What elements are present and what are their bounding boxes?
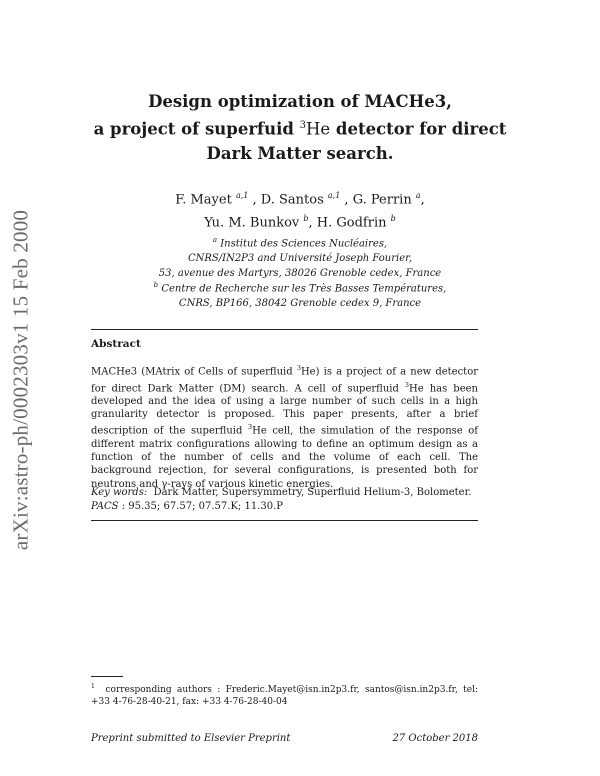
title-line-1: Design optimization of MACHe3, — [148, 92, 452, 111]
title-line-2 — [60, 114, 540, 142]
footnote-marker: 1 — [91, 683, 95, 690]
title-line-3: Dark Matter search. — [206, 143, 394, 163]
pacs-line — [91, 500, 478, 514]
abstract-text-2: He) is a project of a new detector for direct Dark Matter (DM) search. A cell of superfluid — [91, 366, 479, 394]
abstract-text-4: He cell, the simulation of the response of different matrix configurations allowing to define an optimum design as a function of the number of cells and the volume of each cell. The background rejection, for several configurations, is presented both for neutrons and γ-rays of various kinetic energies. — [91, 425, 478, 490]
author-affil-sup: b — [390, 214, 396, 224]
abstract-top-rule — [91, 329, 478, 330]
footer-date: 27 October 2018 — [392, 733, 478, 744]
author-name: G. Perrin — [352, 192, 412, 208]
arxiv-identifier — [6, 200, 36, 560]
affiliation-b-text-1: Centre de Recherche sur les Très Basses Températures, — [161, 283, 447, 295]
arxiv-identifier-text: arXiv:astro-ph/0002303v1 15 Feb 2000 — [8, 209, 33, 551]
author-name: F. Mayet — [175, 192, 232, 208]
author-line-1: F. Mayet $^{a,1}$ , D. Santos $^{a,1}$ , G. Perrin $^a$, — [175, 191, 425, 208]
affiliation-b-line-2: CNRS, BP166, 38042 Grenoble cedex 9, France — [178, 298, 422, 310]
author-list — [60, 186, 540, 233]
abstract-sup-2: 3 — [404, 380, 410, 389]
abstract-sup-1: 3 — [296, 364, 301, 372]
affiliation-a — [100, 233, 500, 281]
keywords-text: Dark Matter, Supersymmetry, Superfluid Helium-3, Bolometer. — [153, 487, 472, 498]
author-affil-sup: a — [415, 191, 421, 200]
footnote-text: corresponding authors : Frederic.Mayet@isn.in2p3.fr, santos@isn.in2p3.fr, tel: +33 4-76-28-40-21, fax: +33 4-76-28-40-04 — [91, 685, 478, 707]
title-helium: He — [306, 119, 331, 139]
author-name: D. Santos — [260, 192, 324, 208]
affiliation-b — [100, 278, 500, 311]
abstract-bottom-rule — [91, 520, 478, 521]
page-footer — [91, 733, 478, 744]
footer-preprint: Preprint submitted to Elsevier Preprint — [91, 733, 291, 744]
abstract-text-3: He has been developed and the idea of using a large number of such cells in a high granularity detector is proposed. This paper presents, after a brief description of the superfluid — [91, 382, 478, 437]
paper-title — [60, 90, 540, 166]
author-affil-sup: b — [303, 214, 309, 224]
author-line-2: Yu. M. Bunkov $^b$, H. Godfrin $^b$ — [204, 214, 396, 231]
author-affil-sup: a,1 — [327, 191, 341, 200]
affiliation-a-text-1: Institut des Sciences Nucléaires, — [220, 238, 388, 250]
pacs-label: PACS — [91, 501, 119, 512]
pacs-text: : 95.35; 67.57; 07.57.K; 11.30.P — [121, 501, 283, 512]
keywords-line — [91, 486, 478, 500]
abstract-text-1: MACHe3 (MAtrix of Cells of superfluid — [91, 366, 297, 378]
keywords-block — [91, 486, 478, 514]
author-name: H. Godfrin — [316, 215, 387, 231]
author-affil-sup: a,1 — [235, 191, 249, 200]
affiliation-a-line-3: 53, avenue des Martyrs, 38026 Grenoble cedex, France — [158, 268, 442, 280]
footnote-rule — [91, 676, 123, 677]
abstract-heading: Abstract — [91, 338, 141, 350]
abstract-body — [91, 362, 478, 491]
abstract-sup-3: 3 — [247, 423, 253, 432]
title-line-2-pre: a project of superfuid — [93, 119, 300, 139]
title-isotope-sup: 3 — [299, 120, 307, 131]
affiliation-a-line-2: CNRS/IN2P3 and Université Joseph Fourier, — [187, 253, 413, 265]
keywords-label: Key words: — [91, 487, 148, 498]
affiliation-b-sup: b — [153, 281, 159, 289]
author-name: Yu. M. Bunkov — [204, 215, 300, 231]
footnote — [91, 681, 478, 708]
affiliation-b-line-1 — [100, 278, 500, 296]
title-line-2-post: detector for direct — [330, 119, 507, 139]
affiliation-a-line-1 — [100, 233, 500, 251]
affiliation-a-sup: a — [212, 236, 218, 244]
